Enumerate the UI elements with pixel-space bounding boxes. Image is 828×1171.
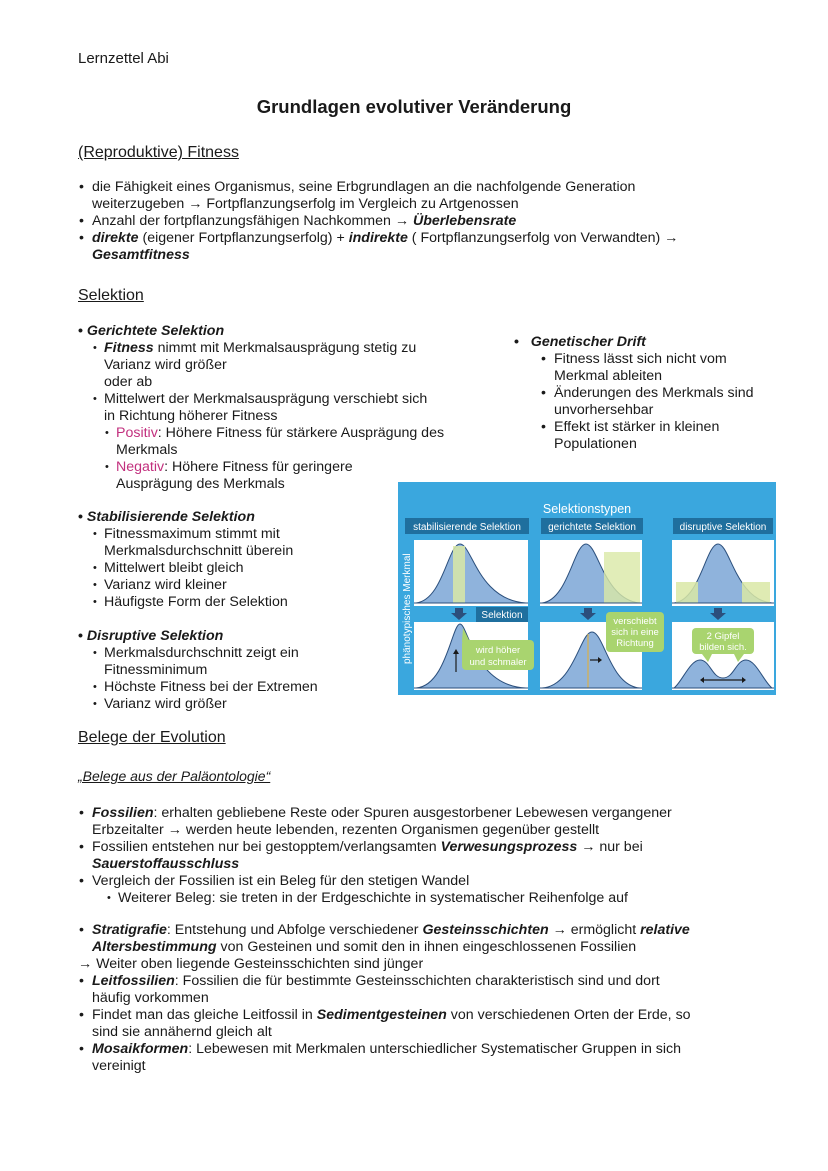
list-item [92,213,752,230]
text: Fitnessminimum [104,662,208,678]
list-item [92,973,772,990]
text: Merkmalsdurchschnitt überein [104,543,294,559]
document-label: Lernzettel Abi [78,50,169,67]
text: unvorhersehbar [554,402,654,418]
list-item: • Mittelwert der Merkmalsausprägung verschiebt sich [104,391,498,408]
text: Merkmals [116,442,178,458]
text: Merkmal ableiten [554,368,663,384]
callout-disruptiv-l2: bilden sich. [699,642,747,653]
list-item [92,805,772,822]
text: : Lebewesen mit Merkmalen unterschiedlicher Systematischer Gruppen in sich [188,1041,682,1057]
stabilisierende-block [78,509,388,611]
text: ( Fortpflanzungserfolg von Verwandten) → [407,230,679,246]
text: Positiv [116,425,158,441]
text: Populationen [554,436,637,452]
text: : Höhere Fitness für stärkere Ausprägung des [157,425,445,441]
emphasis: Altersbestimmung [92,939,217,955]
drift-title: • Genetischer Drift [514,334,646,350]
text: : Fossilien die für bestimmte Gesteinsschichten charakteristisch sind und dort [174,973,660,989]
list-item [92,1041,772,1058]
col-label-gerichtet: gerichtete Selektion [548,522,636,533]
text: Ausprägung des Merkmals [116,476,285,492]
list-item [104,340,498,357]
figure-title: Selektionstypen [542,502,632,516]
fitness-band [742,582,770,603]
stabilisierende-title: • Stabilisierende Selektion [78,509,255,525]
emphasis: Verwesungsprozess [440,839,578,855]
list-item [92,1007,772,1024]
text: Anzahl der fortpflanzungsfähigen Nachkommen → [92,213,413,229]
list-item: • Fitnessmaximum stimmt mit [104,526,388,543]
text: : erhalten gebliebene Reste oder Spuren ausgestorbener Lebewesen vergangener [153,805,672,821]
text: → Weiter oben liegende Gesteinsschichten sind jünger [78,956,424,972]
emphasis: Sedimentgesteinen [316,1007,447,1023]
callout-gerichtet-l3: Richtung [616,638,654,649]
text: Findet man das gleiche Leitfossil in [92,1007,317,1023]
callout-disruptiv-l1: 2 Gipfel [706,631,740,642]
list-item: • Weiterer Beleg: sie treten in der Erdgeschichte in systematischer Reihenfolge auf [118,890,772,907]
emphasis: Leitfossilien [92,973,175,989]
text: häufig vorkommen [92,990,209,1006]
text: Negativ [116,459,165,475]
text: in Richtung höherer Fitness [104,408,278,424]
text: die Fähigkeit eines Organismus, seine Erbgrundlagen an die nachfolgende Generation [92,179,636,195]
belege-heading: Belege der Evolution [78,729,226,746]
list-item [92,179,752,196]
list-item [92,922,772,939]
callout-gerichtet-l2: sich in eine [611,627,659,638]
disruptive-block [78,628,388,713]
list-item-cont [92,247,752,264]
fitness-band [453,546,465,603]
selektion-tag: Selektion [481,610,523,621]
text: Erbzeitalter → werden heute lebenden, rezenten Organismen gegenüber gestellt [92,822,600,838]
text: von verschiedenen Orten der Erde, so [446,1007,691,1023]
emphasis: Sauerstoffausschluss [92,856,240,872]
list-item: • Häufigste Form der Selektion [104,594,388,611]
emphasis: indirekte [348,230,408,246]
text: → nur bei [577,839,643,855]
emphasis: Mosaikformen [92,1041,189,1057]
text: Genetischer Drift [530,334,646,350]
y-axis-label: phänotypisches Merkmal [402,553,413,664]
list-item: • Merkmalsdurchschnitt zeigt ein [104,645,388,662]
list-item: • Effekt ist stärker in kleinen [554,419,804,436]
col-label-disruptiv: disruptive Selektion [679,522,767,533]
list-item: • Varianz wird größer [104,696,388,713]
gerichtete-title: • Gerichtete Selektion [78,323,225,339]
list-item-cont [92,196,752,213]
col-label-stabilisierend: stabilisierende Selektion [413,522,521,533]
list-item: • Höchste Fitness bei der Extremen [104,679,388,696]
text: sind sie annähernd gleich alt [92,1024,272,1040]
text: von Gesteinen und somit den in ihnen eingeschlossenen Fossilien [216,939,637,955]
text: oder ab [104,374,153,390]
list-item: • Vergleich der Fossilien ist ein Beleg für den stetigen Wandel [92,873,772,890]
text: : Höhere Fitness für geringere [164,459,353,475]
fitness-heading: (Reproduktive) Fitness [78,144,239,161]
emphasis: Überlebensrate [412,213,517,229]
drift-block [514,334,804,453]
text: weiterzugeben → Fortpflanzungserfolg im Vergleich zu Artgenossen [92,196,519,212]
list-item [116,425,498,442]
selektionstypen-figure [398,482,776,695]
selektion-heading: Selektion [78,287,144,304]
text: Fossilien entstehen nur bei gestopptem/verlangsamten [92,839,441,855]
list-item [92,839,772,856]
callout-gerichtet-l1: verschiebt [613,616,657,627]
list-item [116,459,498,476]
emphasis: Fitness [104,340,154,356]
belege-subheading: „Belege aus der Paläontologie“ [78,768,271,784]
list-item: • Mittelwert bleibt gleich [104,560,388,577]
callout-stabilisierend-l1: wird höher [475,645,521,656]
list-item [92,230,752,247]
page-title: Grundlagen evolutiver Veränderung [256,96,572,117]
fitness-band [604,552,640,603]
list-item: • Fitness lässt sich nicht vom [554,351,804,368]
text: Gerichtete Selektion [86,323,225,339]
text: Stabilisierende Selektion [86,509,255,525]
emphasis: Fossilien [92,805,154,821]
list-item: • Varianz wird kleiner [104,577,388,594]
text: → ermöglicht [548,922,641,938]
text: vereinigt [92,1058,146,1074]
text: Varianz wird größer [104,357,227,373]
text: nimmt mit Merkmalsausprägung stetig zu [153,340,417,356]
emphasis: direkte [92,230,139,246]
text: (eigener Fortpflanzungserfolg) + [138,230,349,246]
text: : Entstehung und Abfolge verschiedener [166,922,423,938]
emphasis: Stratigrafie [92,922,167,938]
fitness-band [676,582,698,603]
disruptive-title: • Disruptive Selektion [78,628,224,644]
emphasis: Gesteinsschichten [422,922,549,938]
emphasis: Gesamtfitness [92,247,190,263]
fitness-list [92,179,752,264]
gerichtete-block [78,323,498,493]
emphasis: relative [640,922,690,938]
list-item: • Änderungen des Merkmals sind [554,385,804,402]
callout-stabilisierend-l2: und schmaler [469,657,527,668]
belege-list [78,805,772,1075]
text: Disruptive Selektion [86,628,224,644]
